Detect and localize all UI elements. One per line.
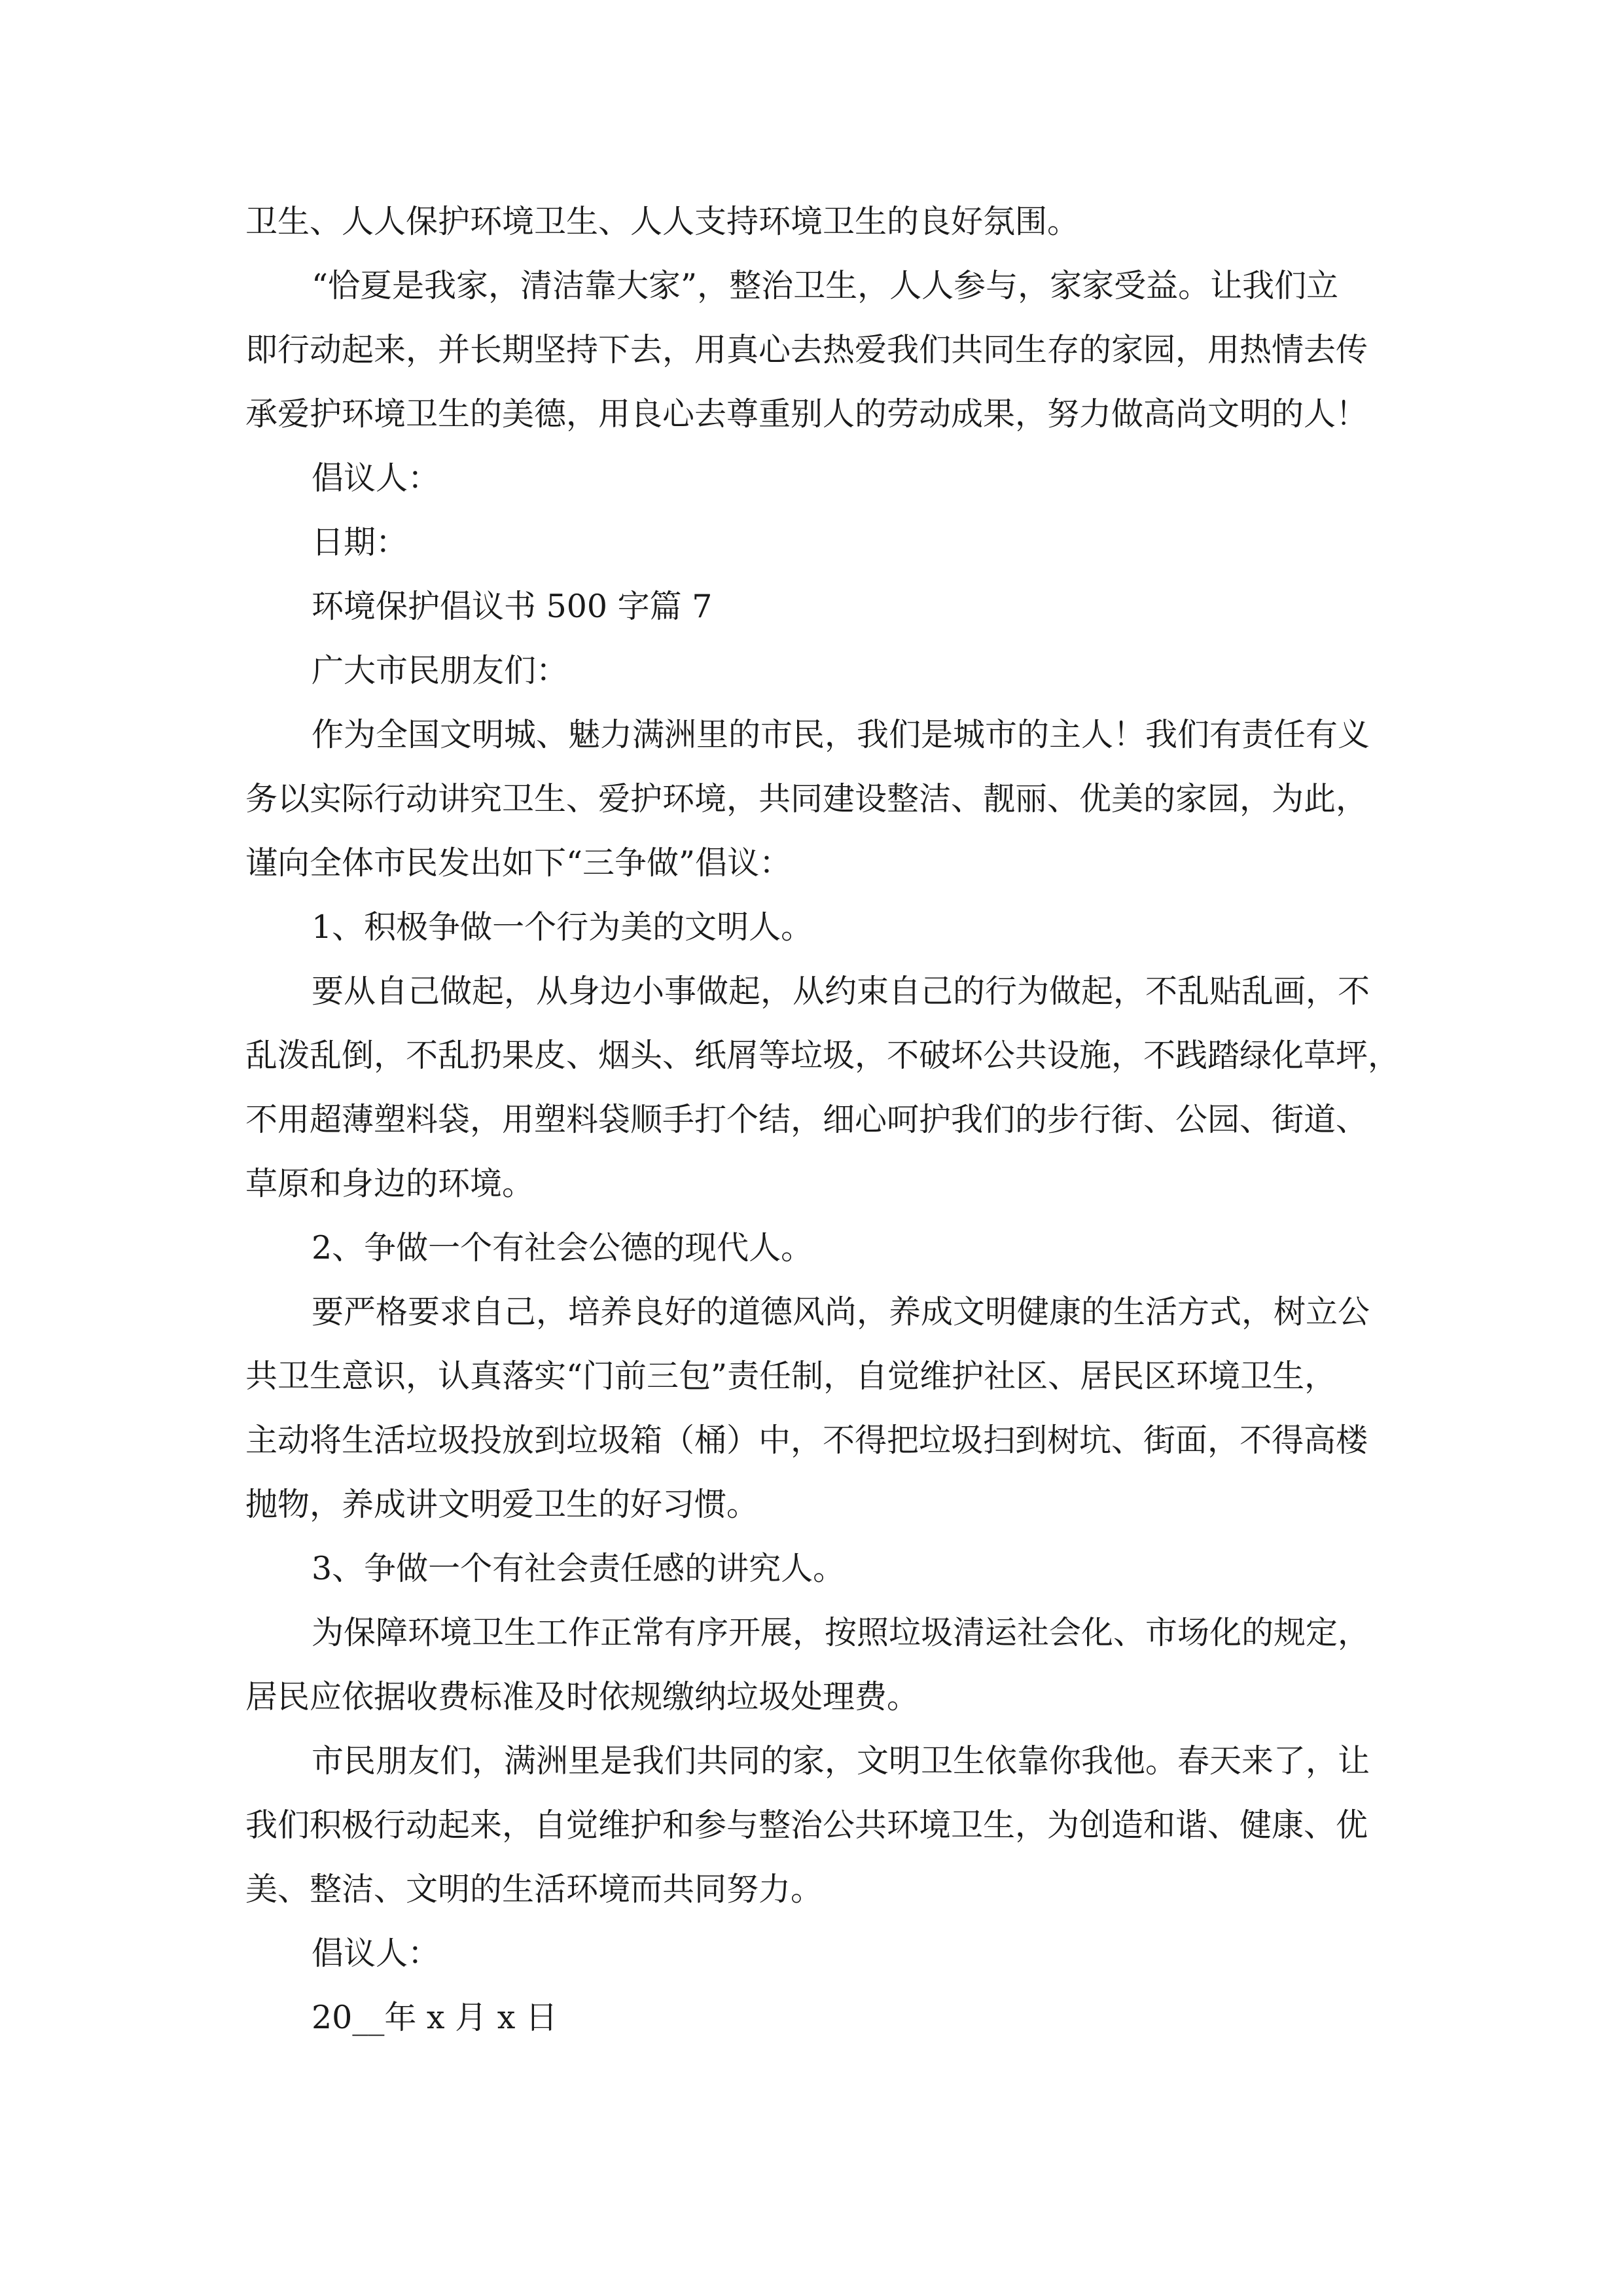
text-line: 共卫生意识，认真落实“门前三包”责任制，自觉维护社区、居民区环境卫生， [245, 1357, 1337, 1395]
text-line: 抛物，养成讲文明爱卫生的好习惯。 [245, 1486, 759, 1523]
text-line: 我们积极行动起来，自觉维护和参与整治公共环境卫生，为创造和谐、健康、优 [245, 1806, 1368, 1844]
date-label: 日期： [312, 524, 408, 561]
text-line: 务以实际行动讲究卫生、爱护环境，共同建设整洁、靓丽、优美的家园，为此， [245, 780, 1368, 817]
text-line: 市民朋友们，满洲里是我们共同的家，文明卫生依靠你我他。春天来了，让 [312, 1742, 1370, 1780]
text-line: 为保障环境卫生工作正常有序开展，按照垃圾清运社会化、市场化的规定， [312, 1614, 1370, 1651]
text-line: 要从自己做起，从身边小事做起，从约束自己的行为做起，不乱贴乱画，不 [312, 973, 1370, 1010]
text-line: 居民应依据收费标准及时依规缴纳垃圾处理费。 [245, 1678, 919, 1715]
text-line: 承爱护环境卫生的美德，用良心去尊重别人的劳动成果，努力做高尚文明的人！ [245, 395, 1368, 433]
section-title: 环境保护倡议书 500 字篇 7 [312, 588, 713, 625]
text-line: 要严格要求自己，培养良好的道德风尚，养成文明健康的生活方式，树立公 [312, 1293, 1370, 1331]
list-item-heading: 3、争做一个有社会责任感的讲究人。 [312, 1550, 846, 1587]
document-page [245, 190, 1400, 2050]
signatory-label: 倡议人： [312, 459, 440, 497]
list-item-heading: 1、积极争做一个行为美的文明人。 [312, 908, 813, 946]
text-line: 草原和身边的环境。 [245, 1165, 535, 1202]
text-line: “恰夏是我家，清洁靠大家”，整治卫生，人人参与，家家受益。让我们立 [312, 267, 1339, 304]
text-line: 乱泼乱倒，不乱扔果皮、烟头、纸屑等垃圾，不破坏公共设施，不践踏绿化草坪， [245, 1037, 1400, 1074]
text-line: 卫生、人人保护环境卫生、人人支持环境卫生的良好氛围。 [245, 203, 1080, 240]
signatory-label: 倡议人： [312, 1935, 440, 1972]
text-line: 作为全国文明城、魅力满洲里的市民，我们是城市的主人！我们有责任有义 [312, 716, 1370, 753]
text-line: 即行动起来，并长期坚持下去，用真心去热爱我们共同生存的家园，用热情去传 [245, 331, 1368, 368]
text-line: 主动将生活垃圾投放到垃圾箱（桶）中，不得把垃圾扫到树坑、街面，不得高楼 [245, 1422, 1368, 1459]
text-line: 谨向全体市民发出如下“三争做”倡议： [245, 844, 792, 882]
text-line: 不用超薄塑料袋，用塑料袋顺手打个结，细心呵护我们的步行街、公园、街道、 [245, 1101, 1368, 1138]
list-item-heading: 2、争做一个有社会公德的现代人。 [312, 1229, 813, 1266]
date-line: 20__年 x 月 x 日 [312, 1999, 558, 2036]
salutation: 广大市民朋友们： [312, 652, 569, 689]
text-line: 美、整洁、文明的生活环境而共同努力。 [245, 1871, 823, 1908]
